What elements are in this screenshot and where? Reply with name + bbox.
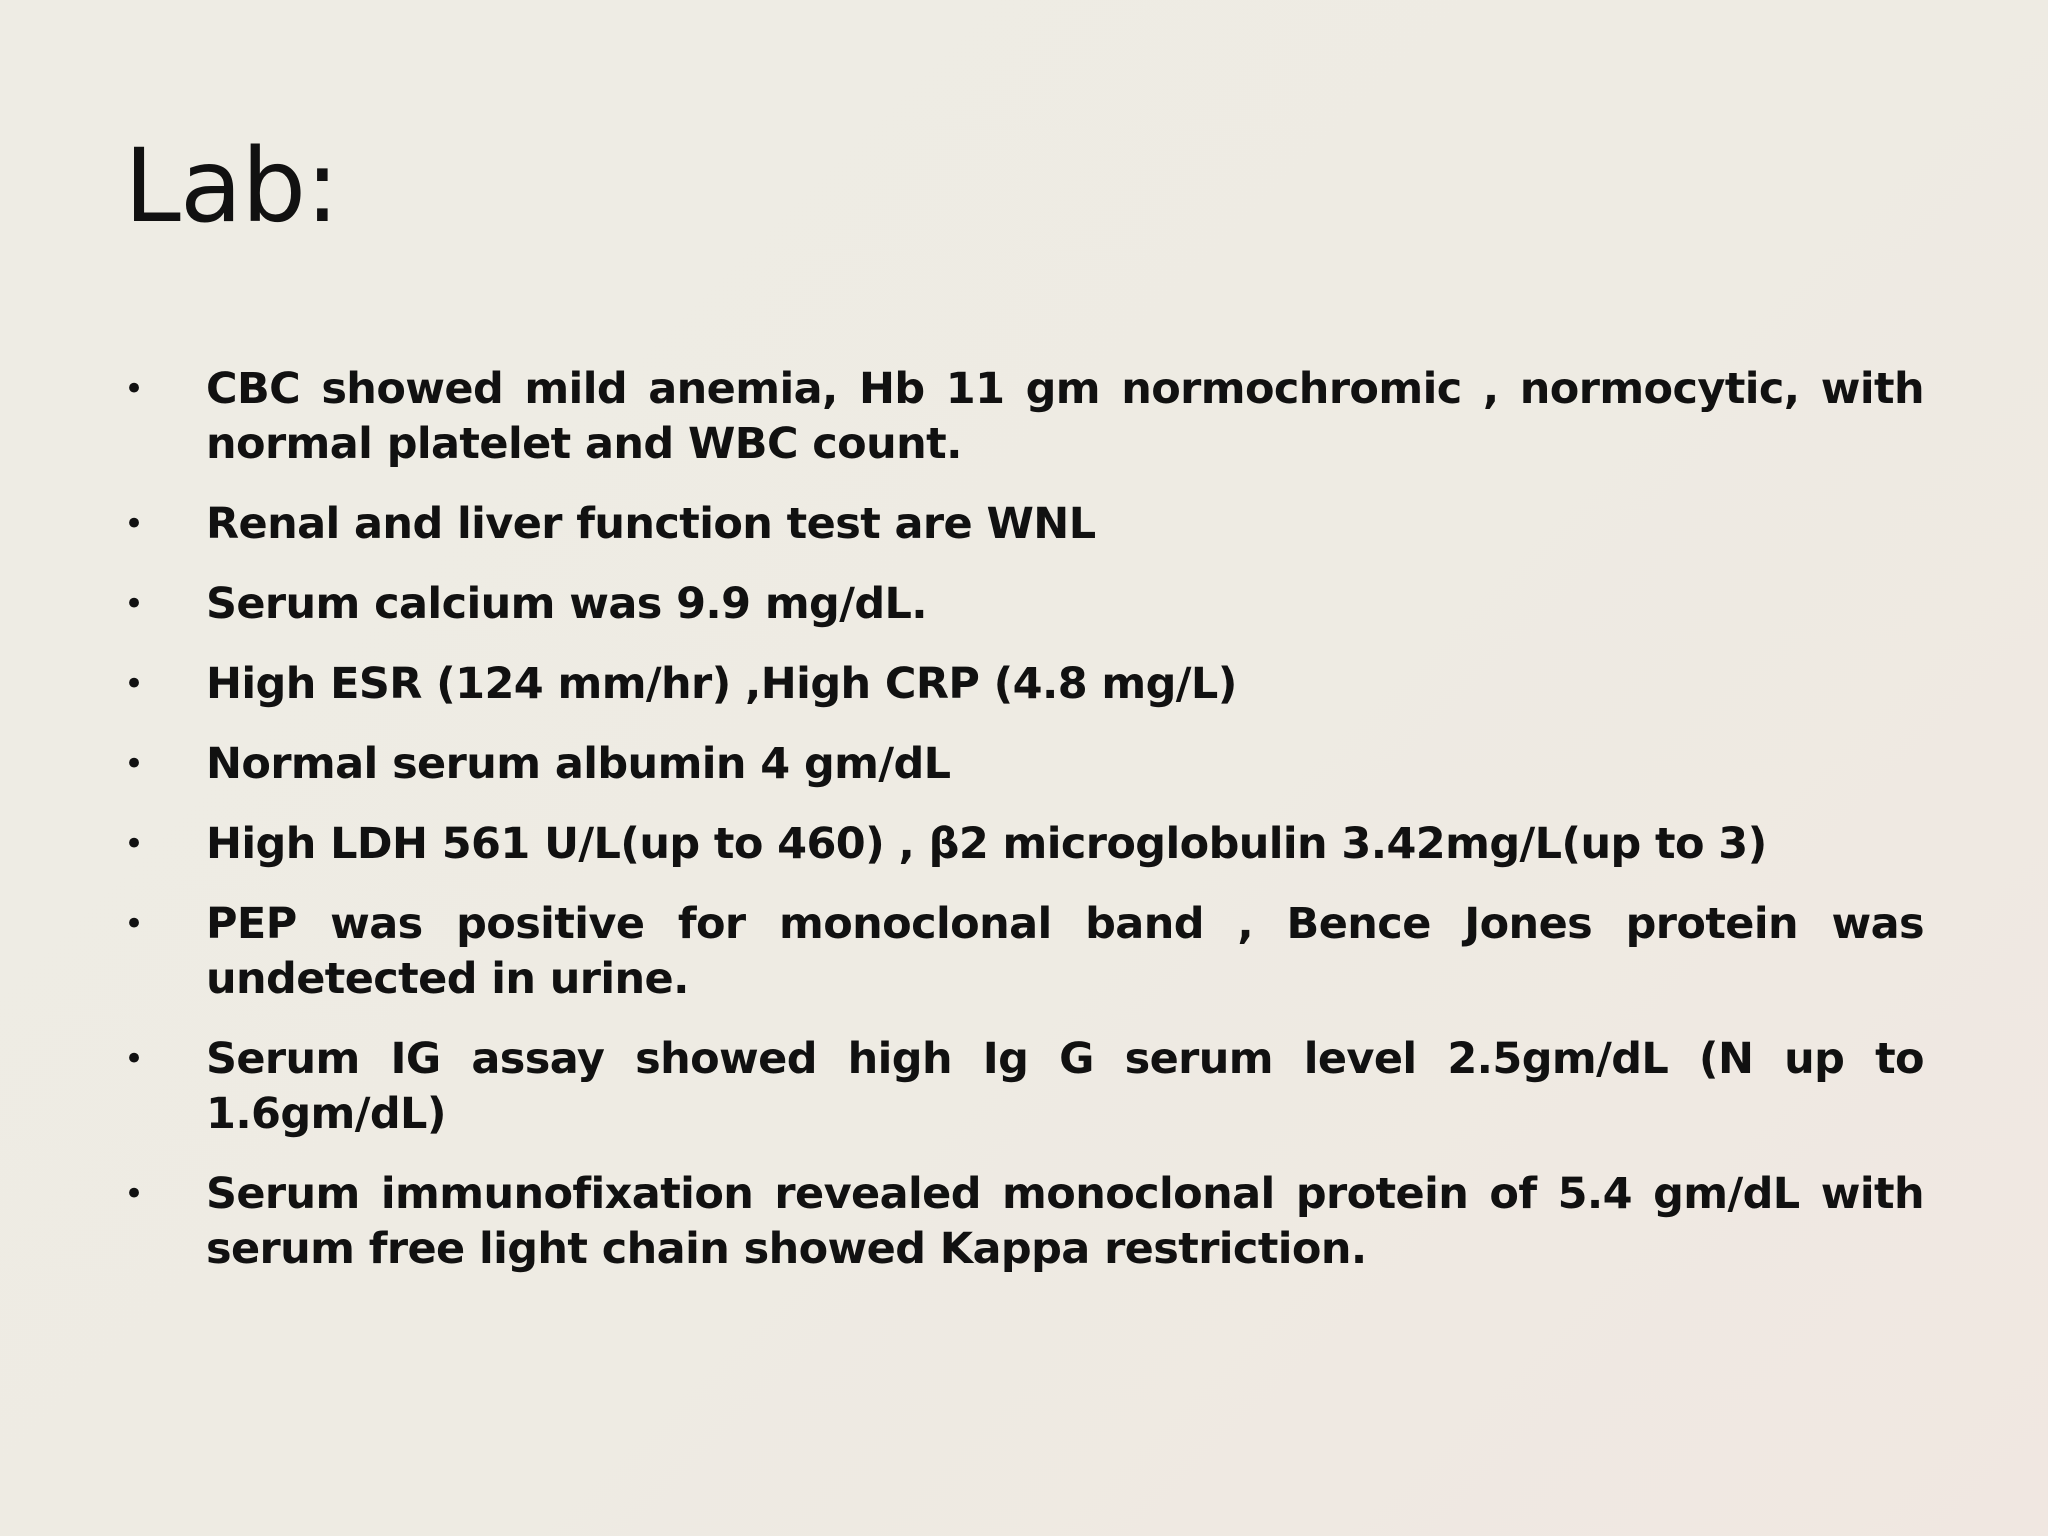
- bullet-item: [118, 1167, 1924, 1277]
- bullet-text-cbc: CBC showed mild anemia, Hb 11 gm normochromic , normocytic, with normal platelet and WBC count.: [206, 364, 1924, 469]
- bullet-item: [118, 897, 1924, 1007]
- bullet-list: [118, 362, 1924, 1302]
- bullet-text-calcium: Serum calcium was 9.9 mg/dL.: [206, 579, 928, 629]
- bullet-icon: •: [124, 824, 145, 864]
- bullet-text-esr-crp: High ESR (124 mm/hr) ,High CRP (4.8 mg/L): [206, 659, 1237, 709]
- bullet-item: [118, 497, 1924, 552]
- bullet-item: [118, 1032, 1924, 1142]
- bullet-text-ig-assay: Serum IG assay showed high Ig G serum level 2.5gm/dL (N up to 1.6gm/dL): [206, 1034, 1924, 1139]
- bullet-icon: •: [124, 744, 145, 784]
- bullet-text-pep: PEP was positive for monoclonal band , Bence Jones protein was undetected in urine.: [206, 899, 1924, 1004]
- bullet-item: [118, 737, 1924, 792]
- bullet-icon: •: [124, 1039, 145, 1079]
- bullet-item: [118, 577, 1924, 632]
- bullet-icon: •: [124, 1174, 145, 1214]
- bullet-icon: •: [124, 664, 145, 704]
- slide-title: Lab:: [124, 127, 339, 246]
- bullet-text-ldh: High LDH 561 U/L(up to 460) , β2 microglobulin 3.42mg/L(up to 3): [206, 819, 1767, 869]
- bullet-item: [118, 362, 1924, 472]
- bullet-text-renal-liver: Renal and liver function test are WNL: [206, 499, 1096, 549]
- bullet-icon: •: [124, 504, 145, 544]
- bullet-icon: •: [124, 584, 145, 624]
- bullet-item: [118, 817, 1924, 872]
- bullet-text-albumin: Normal serum albumin 4 gm/dL: [206, 739, 951, 789]
- bullet-icon: •: [124, 904, 145, 944]
- bullet-text-immunofixation: Serum immunofixation revealed monoclonal protein of 5.4 gm/dL with serum free light chain showed Kappa restriction.: [206, 1169, 1924, 1274]
- bullet-item: [118, 657, 1924, 712]
- bullet-icon: •: [124, 369, 145, 409]
